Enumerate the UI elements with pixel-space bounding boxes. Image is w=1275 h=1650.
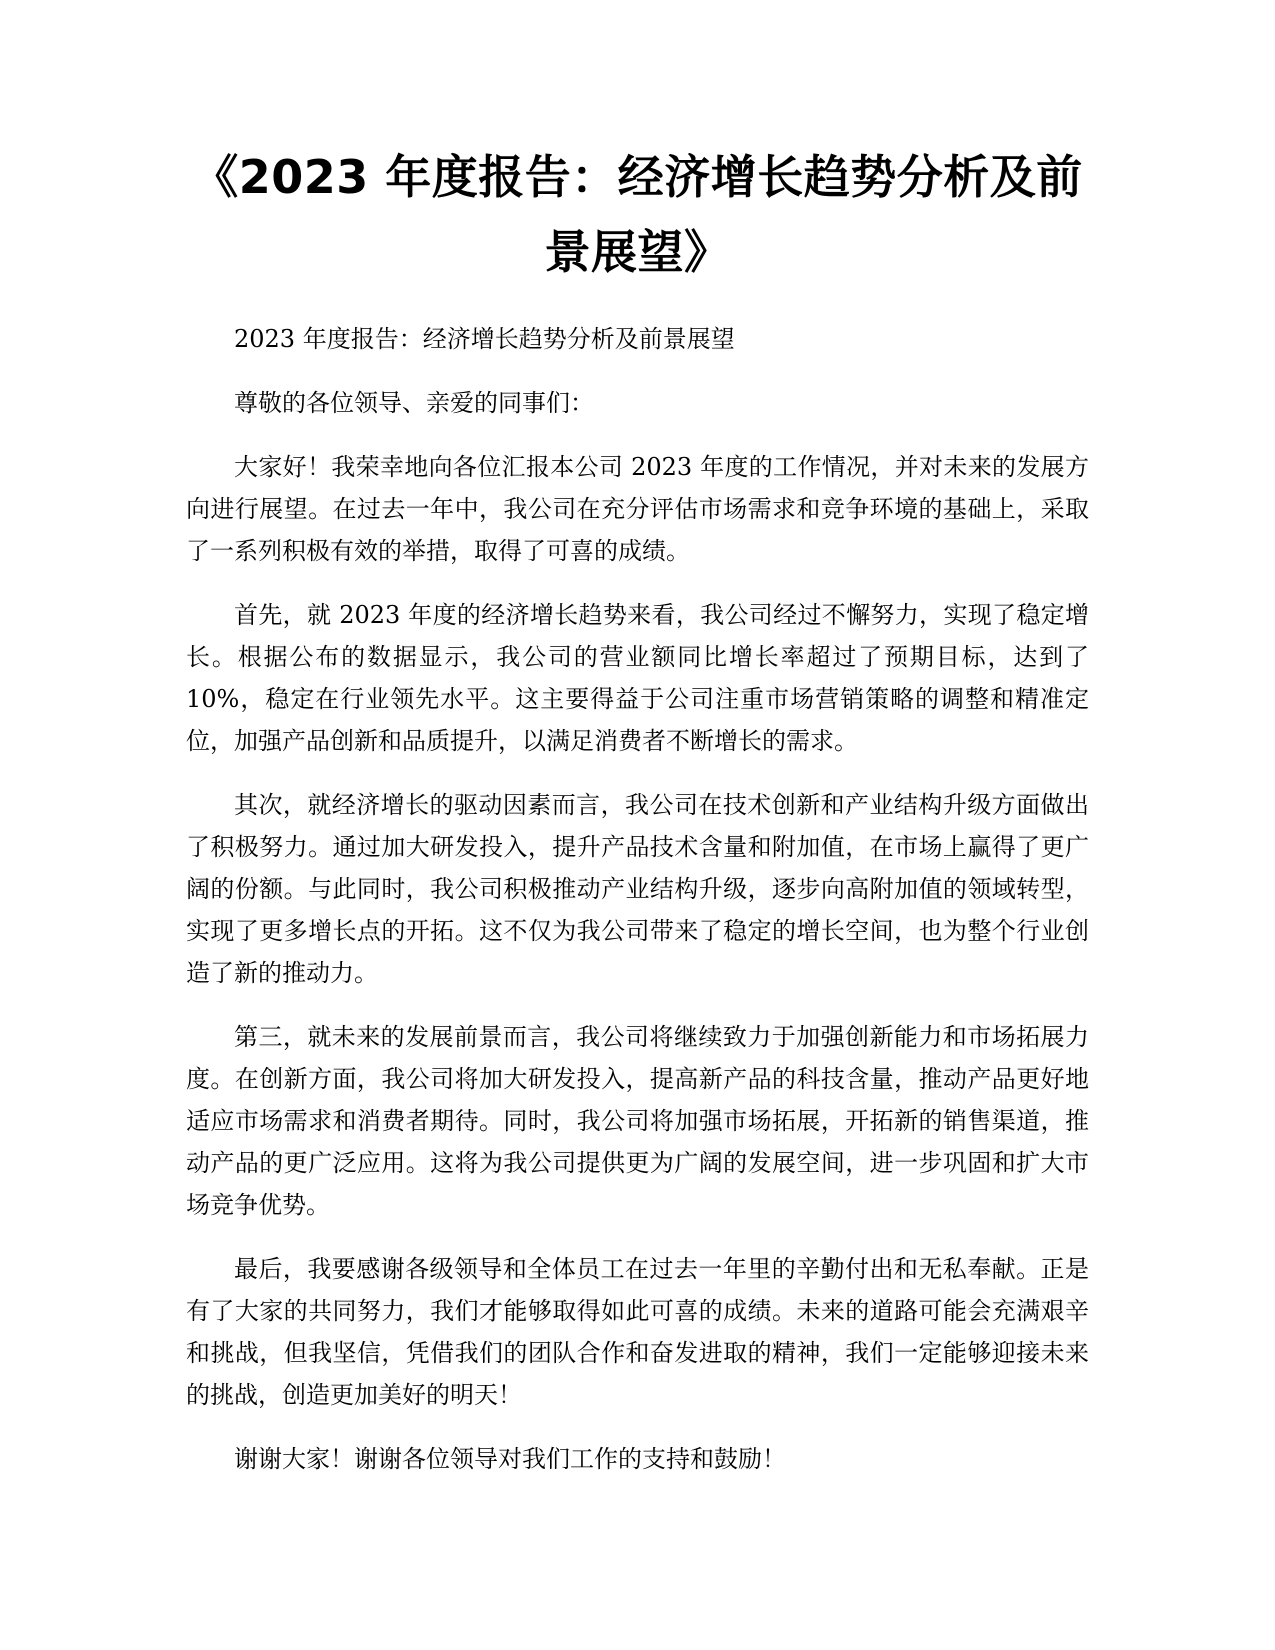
thanks-paragraph: 最后，我要感谢各级领导和全体员工在过去一年里的辛勤付出和无私奉献。正是有了大家的共同努力，我们才能够取得如此可喜的成绩。未来的道路可能会充满艰辛和挑战，但我坚信，凭借我们的团队合作和奋发进取的精神，我们一定能够迎接未来的挑战，创造更加美好的明天！: [186, 1255, 1089, 1409]
intro-paragraph: 大家好！我荣幸地向各位汇报本公司 2023 年度的工作情况，并对未来的发展方向进行展望。在过去一年中，我公司在充分评估市场需求和竞争环境的基础上，采取了一系列积极有效的举措，取得了可喜的成绩。: [186, 453, 1089, 565]
growth-trend-paragraph: 首先，就 2023 年度的经济增长趋势来看，我公司经过不懈努力，实现了稳定增长。根据公布的数据显示，我公司的营业额同比增长率超过了预期目标，达到了 10%，稳定在行业领先水平。这主要得益于公司注重市场营销策略的调整和精准定位，加强产品创新和品质提升，以满足消费者不断增长的需求。: [186, 601, 1089, 755]
closing-paragraph: 谢谢大家！谢谢各位领导对我们工作的支持和鼓励！: [234, 1445, 786, 1473]
subtitle-paragraph: 2023 年度报告：经济增长趋势分析及前景展望: [234, 325, 735, 353]
document-body: [186, 318, 1089, 1502]
outlook-paragraph: 第三，就未来的发展前景而言，我公司将继续致力于加强创新能力和市场拓展力度。在创新方面，我公司将加大研发投入，提高新产品的科技含量，推动产品更好地适应市场需求和消费者期待。同时，我公司将加强市场拓展，开拓新的销售渠道，推动产品的更广泛应用。这将为我公司提供更为广阔的发展空间，进一步巩固和扩大市场竞争优势。: [186, 1023, 1089, 1219]
document-title: 《2023 年度报告：经济增长趋势分析及前景展望》: [192, 150, 1083, 279]
growth-drivers-paragraph: 其次，就经济增长的驱动因素而言，我公司在技术创新和产业结构升级方面做出了积极努力。通过加大研发投入，提升产品技术含量和附加值，在市场上赢得了更广阔的份额。与此同时，我公司积极推动产业结构升级，逐步向高附加值的领域转型，实现了更多增长点的开拓。这不仅为我公司带来了稳定的增长空间，也为整个行业创造了新的推动力。: [186, 791, 1089, 987]
salutation-paragraph: 尊敬的各位领导、亲爱的同事们：: [234, 389, 594, 417]
